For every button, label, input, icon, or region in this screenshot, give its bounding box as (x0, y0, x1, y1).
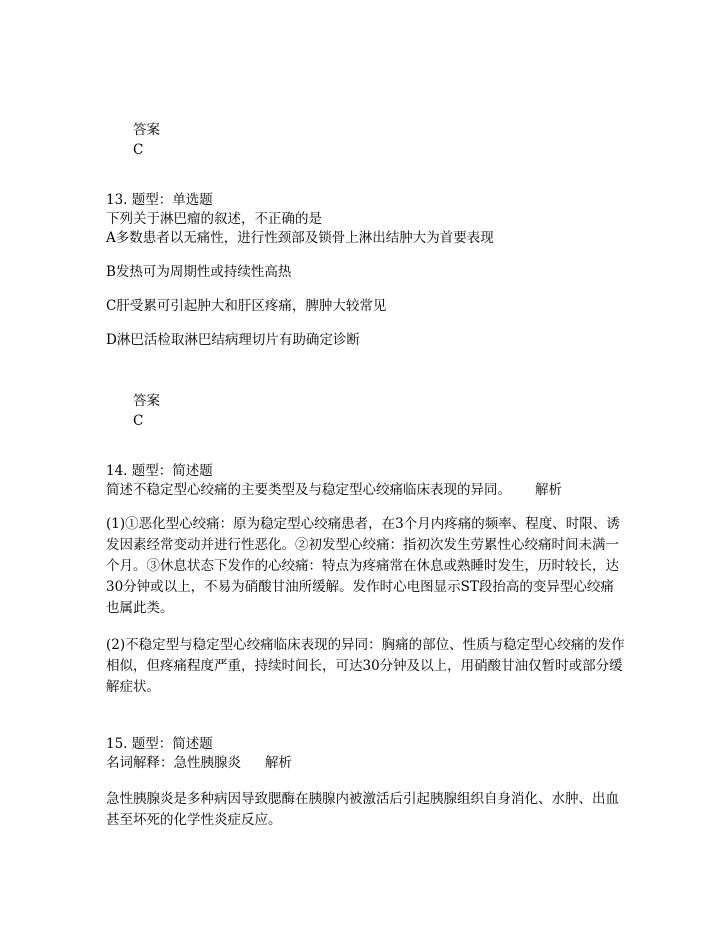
question-stem: 下列关于淋巴瘤的叙述，不正确的是 (106, 211, 322, 227)
question-13 (106, 191, 626, 350)
option-a: A多数患者以无痛性，进行性颈部及锁骨上淋出结肿大为首要表现 (106, 230, 494, 246)
question-header: 14. 题型：简述题 (106, 463, 213, 479)
question-stem: 简述不稳定型心绞痛的主要类型及与稳定型心绞痛临床表现的异同。 (106, 482, 511, 498)
answer-label: 答案 (133, 122, 160, 138)
analysis-label: 解析 (535, 482, 562, 498)
question-header: 13. 题型：单选题 (106, 192, 213, 208)
question-header: 15. 题型：简述题 (106, 736, 213, 752)
question-15 (106, 735, 626, 831)
option-b: B发热可为周期性或持续性高热 (106, 264, 292, 280)
question-stem: 名词解释：急性胰腺炎 (106, 755, 241, 771)
answer-block-q13 (133, 392, 160, 432)
question-stem-row (106, 481, 626, 500)
answer-value: C (133, 413, 144, 429)
answer-block-q12 (133, 121, 160, 161)
question-stem-row (106, 754, 626, 773)
analysis-label: 解析 (265, 755, 292, 771)
option-c: C肝受累可引起肿大和肝区疼痛，脾肿大较常见 (106, 298, 387, 314)
analysis-paragraph-1: 急性胰腺炎是多种病因导致腮酶在胰腺内被激活后引起胰腺组织自身消化、水肿、出血甚至坏死的化学性炎症反应。 (106, 791, 619, 828)
option-d: D淋巴活检取淋巴结病理切片有助确定诊断 (106, 332, 360, 348)
question-14 (106, 462, 626, 698)
answer-label: 答案 (133, 393, 160, 409)
analysis-paragraph-1: (1)①恶化型心绞痛：原为稳定型心绞痛患者，在3个月内疼痛的频率、程度、时限、诱发因素经常变动并进行性恶化。②初发型心绞痛：指初次发生劳累性心绞痛时间未满一个月。③休息状态下发作的心绞痛：特点为疼痛常在休息或熟睡时发生，历时较长，达30分钟或以上，不易为硝酸甘油所缓解。发作时心电图显示ST段抬高的变异型心绞痛也属此类。 (106, 516, 620, 616)
analysis-paragraph-2: (2)不稳定型与稳定型心绞痛临床表现的异同：胸痛的部位、性质与稳定型心绞痛的发作相似，但疼痛程度严重，持续时间长，可达30分钟及以上，用硝酸甘油仅暂时或部分缓解症状。 (106, 637, 625, 695)
answer-value: C (133, 142, 144, 158)
